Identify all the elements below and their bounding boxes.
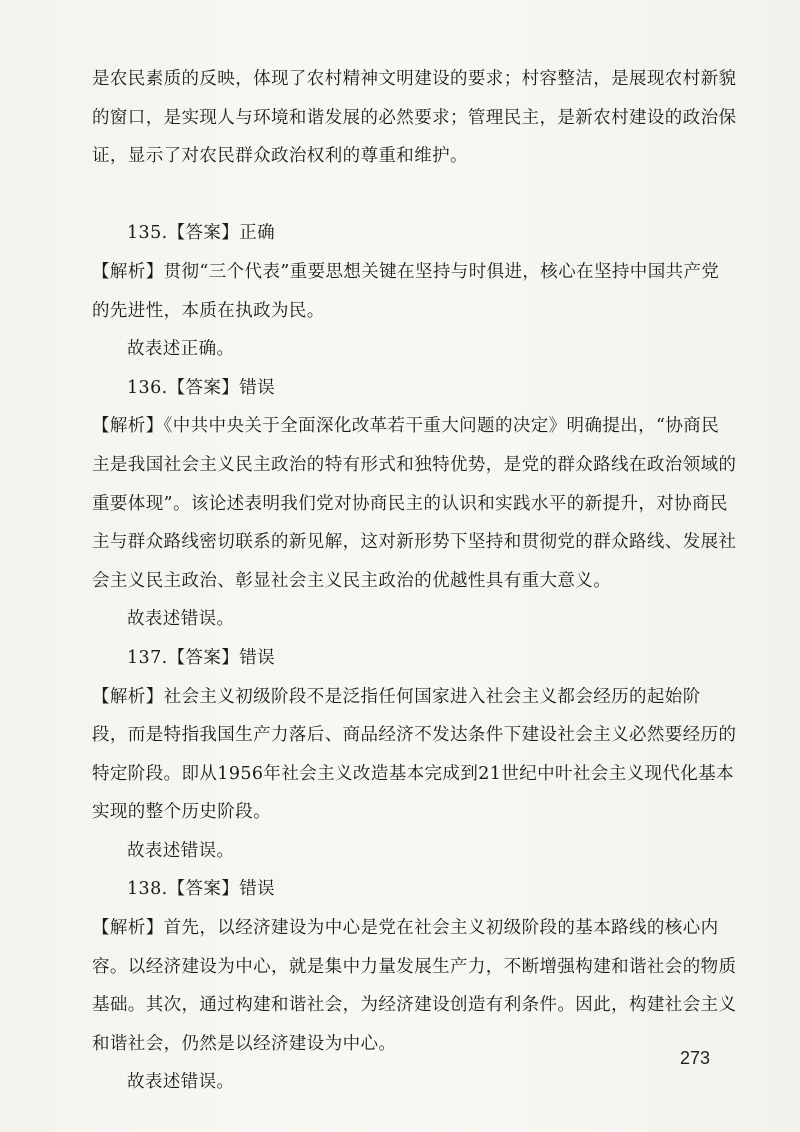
answer-line-137 [92,639,732,678]
answer-line-136 [92,369,732,408]
analysis-text: 贯彻“三个代表”重要思想关键在坚持与时俱进，核心在坚持中国共产党 [163,261,720,282]
answer-tag: 【答案】 [167,223,240,244]
analysis-line: 和谐社会，仍然是以经济建设为中心。 [92,1033,397,1054]
analysis-tag: 【解析】 [92,686,164,707]
conclusion-line: 故表述错误。 [127,1072,235,1093]
analysis-line: 重要体现”。该论述表明我们党对协商民主的认识和实践水平的新提升，对协商民 [92,493,728,514]
analysis-line [92,407,732,446]
analysis-tag: 【解析】 [92,416,164,437]
analysis-text: 首先，以经济建设为中心是党在社会主义初级阶段的基本路线的核心内 [163,918,719,939]
paragraph-line: 是农民素质的反映，体现了农村精神文明建设的要求；村容整洁，是展现农村新貌 [92,69,737,89]
answer-value: 错误 [239,377,275,398]
analysis-text: 《中共中央关于全面深化改革若干重大问题的决定》明确提出，“协商民 [163,416,720,437]
analysis-line: 主是我国社会主义民主政治的特有形式和独特优势，是党的群众路线在政治领域的 [92,454,737,475]
item-number: 135. [127,223,168,244]
analysis-line: 主与群众路线密切联系的新见解，这对新形势下坚持和贯彻党的群众路线、发展社 [92,532,737,553]
item-number: 137. [127,647,168,668]
analysis-line: 会主义民主政治、彰显社会主义民主政治的优越性具有重大意义。 [92,570,612,591]
page-number: 273 [680,1048,711,1068]
answer-tag: 【答案】 [167,377,240,398]
analysis-line: 段，而是特指我国生产力落后、商品经济不发达条件下建设社会主义必然要经历的 [92,725,737,746]
paragraph-line: 的窗口，是实现人与环境和谐发展的必然要求；管理民主，是新农村建设的政治保 [92,107,737,128]
page-body [92,60,737,1102]
conclusion-line: 故表述正确。 [127,339,235,360]
analysis-line [92,253,732,292]
conclusion-line: 故表述错误。 [127,840,235,861]
answer-tag: 【答案】 [167,647,240,668]
analysis-line: 特定阶段。即从1956年社会主义改造基本完成到21世纪中叶社会主义现代化基本 [92,763,735,784]
paragraph-line: 证，显示了对农民群众政治权利的尊重和维护。 [92,146,468,167]
answer-line-138 [92,870,732,909]
analysis-tag: 【解析】 [92,261,164,282]
analysis-line [92,678,732,717]
analysis-line [92,909,732,948]
item-number: 138. [127,879,168,900]
analysis-line: 基础。其次，通过构建和谐社会，为经济建设创造有利条件。因此，构建社会主义 [92,995,737,1016]
analysis-line: 容。以经济建设为中心，就是集中力量发展生产力，不断增强构建和谐社会的物质 [92,956,737,977]
answer-value: 正确 [239,223,275,244]
answer-line-135 [92,214,732,253]
answer-tag: 【答案】 [167,879,240,900]
item-number: 136. [127,377,168,398]
analysis-tag: 【解析】 [92,918,164,939]
analysis-line: 实现的整个历史阶段。 [92,802,271,823]
answer-value: 错误 [239,879,275,900]
answer-value: 错误 [239,647,275,668]
conclusion-line: 故表述错误。 [127,609,235,630]
analysis-text: 社会主义初级阶段不是泛指任何国家进入社会主义都会经历的起始阶 [163,686,701,707]
analysis-line: 的先进性，本质在执政为民。 [92,300,325,321]
